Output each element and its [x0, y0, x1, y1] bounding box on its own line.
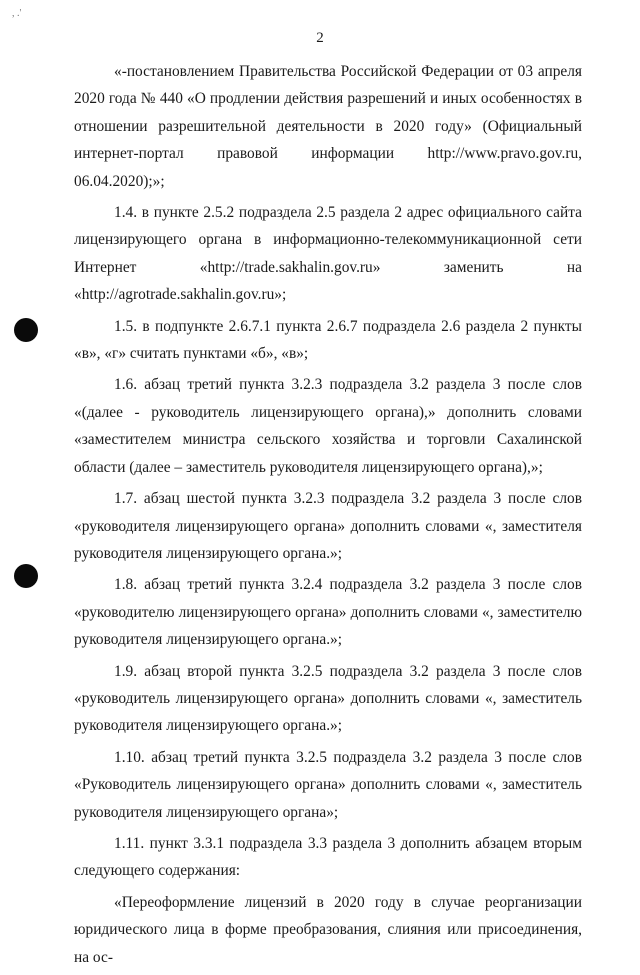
paragraph-quote-start: «Переоформление лицензий в 2020 году в случае реорганизации юридического лица в форме преобразования, слияния или присоединения, на ос-	[74, 893, 582, 966]
paragraph-1-10: 1.10. абзац третий пункта 3.2.5 подраздела 3.2 раздела 3 после слов «Руководитель лицензирующего органа» дополнить словами «, заместитель руководителя лицензирующего органа»;	[74, 748, 582, 821]
paragraph-decree-reference: «-постановлением Правительства Российской Федерации от 03 апреля 2020 года № 440 «О продлении действия разрешений и иных особенностях в отношении разрешительной деятельности в 2020 году» (Официальный интернет-портал правовой информации http://www.pravo.gov.ru, 06.04.2020);»;	[74, 63, 582, 190]
paragraph-1-4: 1.4. в пункте 2.5.2 подраздела 2.5 раздела 2 адрес официального сайта лицензирующего органа в информационно-телекоммуникационной сети Интернет «http://trade.sakhalin.gov.ru» заменить на «http://agrotrade.sakhalin.gov.ru»;	[74, 204, 582, 304]
paragraph-1-7: 1.7. абзац шестой пункта 3.2.3 подраздела 3.2 раздела 3 после слов «руководителя лицензирующего органа» дополнить словами «, заместителя руководителя лицензирующего органа.»;	[74, 490, 582, 562]
document-body	[74, 58, 582, 975]
paragraph-1-6: 1.6. абзац третий пункта 3.2.3 подраздела 3.2 раздела 3 после слов «(далее - руководитель лицензирующего органа),» дополнить словами «заместителем министра сельского хозяйства и торговли Сахалинской области (далее – заместитель руководителя лицензирующего органа),»;	[74, 376, 582, 476]
paragraph-1-8: 1.8. абзац третий пункта 3.2.4 подраздела 3.2 раздела 3 после слов «руководителю лицензирующего органа» дополнить словами «, заместителю руководителя лицензирующего органа.»;	[74, 576, 582, 649]
punch-hole-bottom	[14, 564, 38, 588]
paragraph-1-11: 1.11. пункт 3.3.1 подраздела 3.3 раздела 3 дополнить абзацем вторым следующего содержания:	[74, 834, 582, 880]
paragraph-1-5: 1.5. в подпункте 2.6.7.1 пункта 2.6.7 подраздела 2.6 раздела 2 пункты «в», «г» считать пунктами «б», «в»;	[74, 317, 582, 363]
page-number: 2	[316, 30, 324, 46]
punch-hole-top	[14, 318, 38, 342]
paragraph-1-9: 1.9. абзац второй пункта 3.2.5 подраздела 3.2 раздела 3 после слов «руководитель лицензирующего органа» дополнить словами «, заместитель руководителя лицензирующего органа.»;	[74, 662, 582, 735]
scan-mark: , .'	[12, 8, 22, 19]
